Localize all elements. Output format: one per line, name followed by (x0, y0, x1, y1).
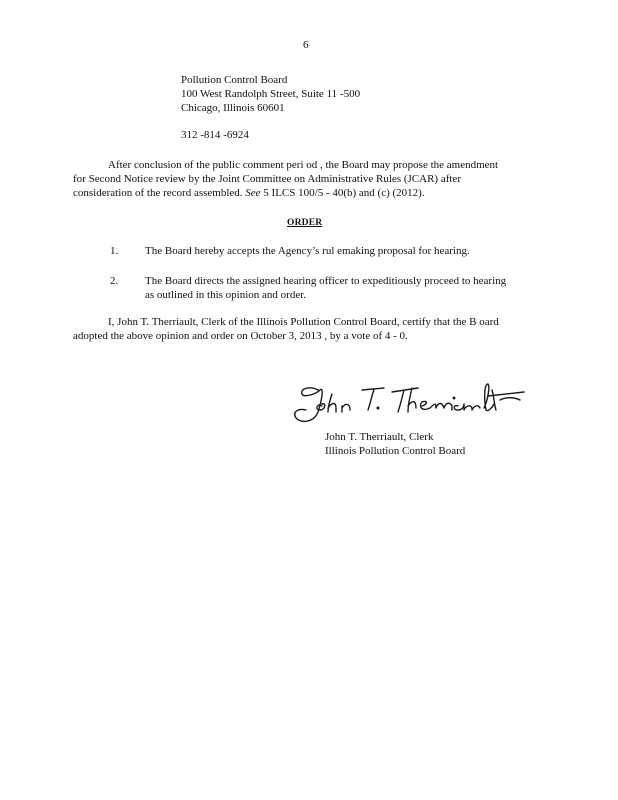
page-number: 6 (303, 39, 309, 51)
paragraph-line-3-start: consideration of the record assembled. (73, 187, 246, 199)
paragraph-line-3 (73, 186, 425, 200)
address-line-3: Chicago, Illinois 60601 (181, 102, 285, 114)
order-item-text: The Board hereby accepts the Agency’s rul emaking proposal for hearing. (145, 245, 470, 257)
order-item-number: 2. (110, 275, 119, 287)
address-line-2: 100 West Randolph Street, Suite 11 -500 (181, 88, 361, 100)
order-item-text: The Board directs the assigned hearing officer to expeditiously proceed to hearing (145, 275, 507, 287)
paragraph-line-1: After conclusion of the public comment peri od , the Board may propose the amendment (108, 159, 499, 171)
paragraph-line-2: for Second Notice review by the Joint Committee on Administrative Rules (JCAR) after (73, 173, 461, 185)
paragraph-line-3-end: 5 ILCS 100/5 - 40(b) and (c) (2012). (260, 187, 425, 199)
signatory-name: John T. Therriault, Clerk (325, 431, 434, 443)
phone-number: 312 -814 -6924 (181, 129, 249, 141)
order-item-text-continued: as outlined in this opinion and order. (145, 289, 307, 301)
order-heading: ORDER (287, 218, 323, 228)
signatory-organization: Illinois Pollution Control Board (325, 445, 466, 457)
see-citation: See (245, 187, 261, 199)
certification-line-2: adopted the above opinion and order on October 3, 2013 , by a vote of 4 - 0. (73, 330, 408, 342)
address-line-1: Pollution Control Board (181, 74, 288, 86)
order-item-number: 1. (110, 245, 119, 257)
certification-line-1: I, John T. Therriault, Clerk of the Illinois Pollution Control Board, certify that the B oard (108, 316, 499, 328)
handwritten-signature (288, 378, 528, 430)
